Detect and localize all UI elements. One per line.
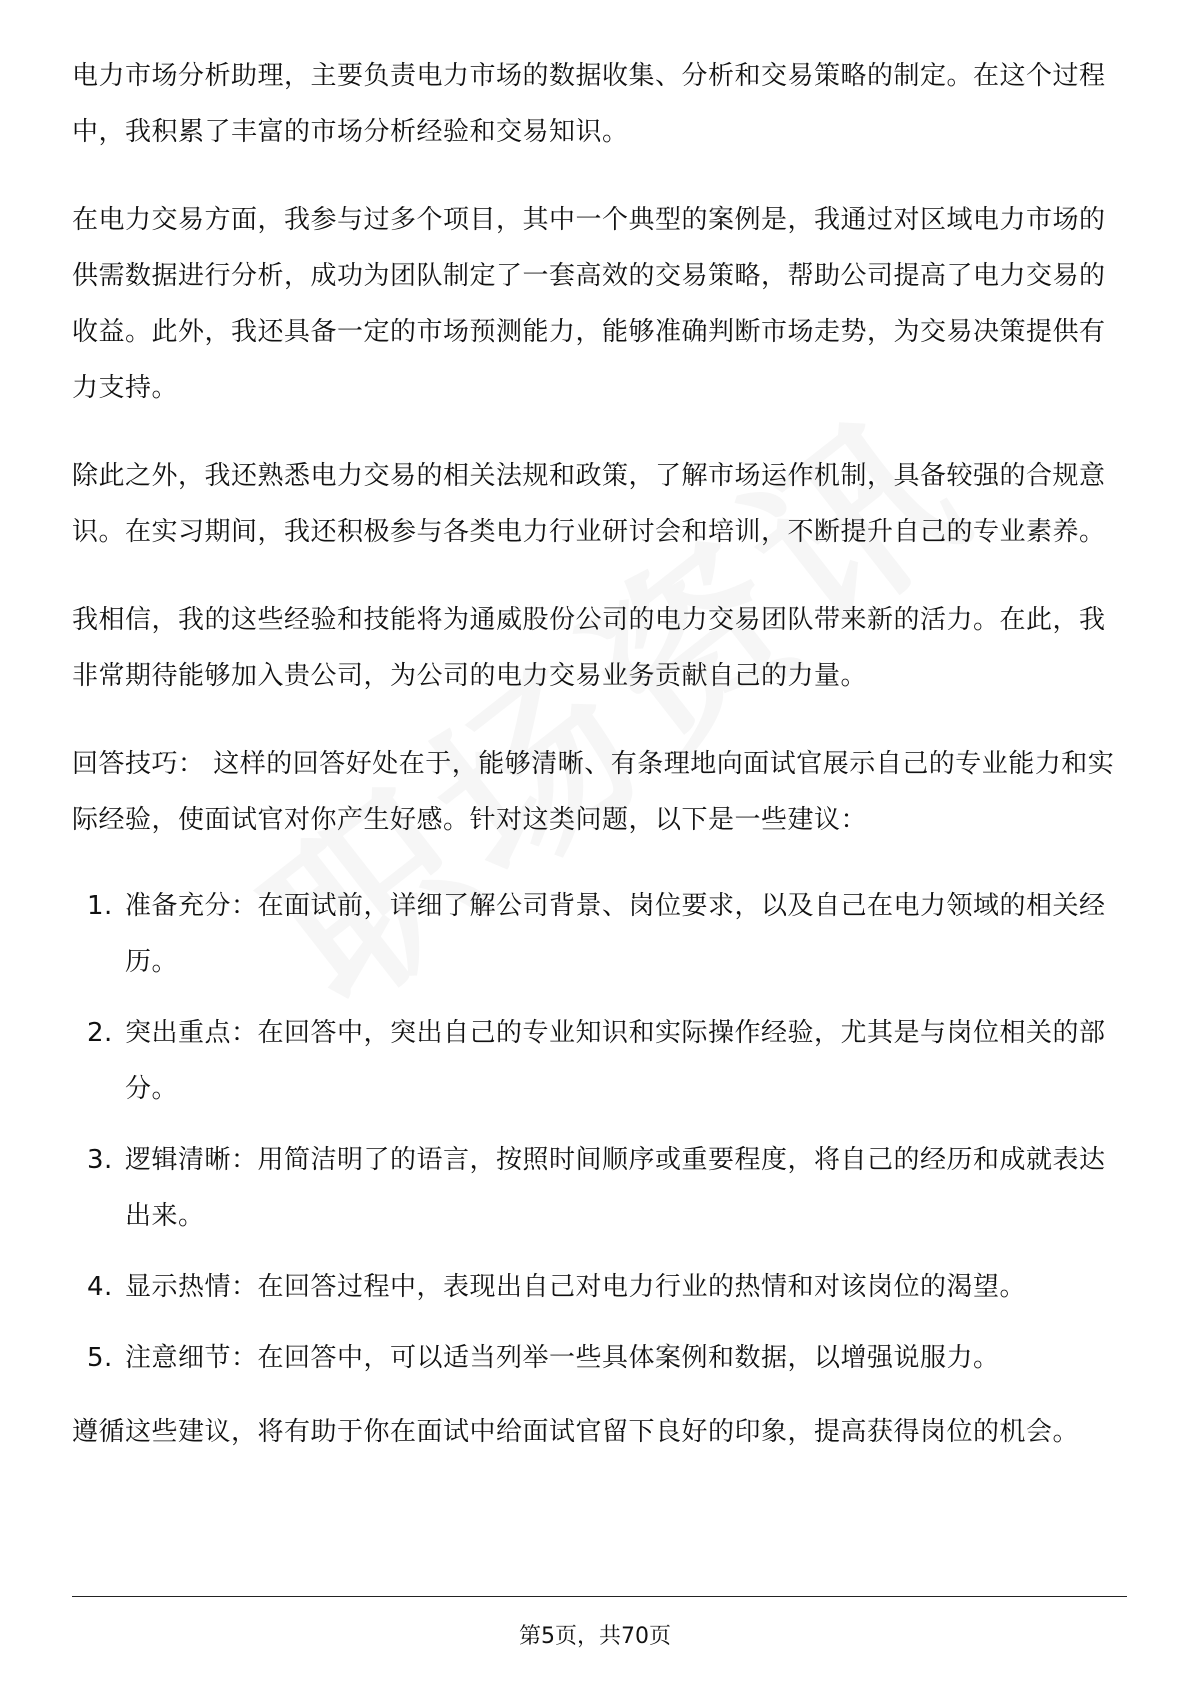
list-item-text: 逻辑清晰：用简洁明了的语言，按照时间顺序或重要程度，将自己的经历和成就表达出来。 — [125, 1145, 1106, 1231]
list-item-text: 准备充分：在面试前，详细了解公司背景、岗位要求，以及自己在电力领域的相关经历。 — [125, 891, 1106, 977]
answer-tips-intro: 回答技巧： 这样的回答好处在于，能够清晰、有条理地向面试官展示自己的专业能力和实际经验，使面试官对你产生好感。针对这类问题，以下是一些建议： — [72, 749, 1115, 835]
list-item — [72, 1132, 1120, 1244]
closing-paragraph: 遵循这些建议，将有助于你在面试中给面试官留下良好的印象，提高获得岗位的机会。 — [72, 1417, 1080, 1447]
tips-list — [72, 878, 1120, 1386]
list-item-text: 突出重点：在回答中，突出自己的专业知识和实际操作经验，尤其是与岗位相关的部分。 — [125, 1018, 1106, 1104]
list-item-text: 注意细节：在回答中，可以适当列举一些具体案例和数据，以增强说服力。 — [125, 1343, 1000, 1373]
list-item — [72, 1259, 1120, 1315]
document-body — [72, 48, 1120, 1460]
list-item-number: 1. — [87, 891, 113, 921]
list-item-text: 显示热情：在回答过程中，表现出自己对电力行业的热情和对该岗位的渴望。 — [125, 1272, 1027, 1302]
list-item-number: 4. — [87, 1272, 113, 1302]
paragraph-3: 除此之外，我还熟悉电力交易的相关法规和政策，了解市场运作机制，具备较强的合规意识。在实习期间，我还积极参与各类电力行业研讨会和培训，不断提升自己的专业素养。 — [72, 461, 1106, 547]
paragraph-1: 电力市场分析助理，主要负责电力市场的数据收集、分析和交易策略的制定。在这个过程中，我积累了丰富的市场分析经验和交易知识。 — [72, 61, 1106, 147]
list-item — [72, 878, 1120, 990]
list-item — [72, 1330, 1120, 1386]
list-item-number: 5. — [87, 1343, 113, 1373]
page-number: 第5页，共70页 — [519, 1624, 671, 1649]
list-item-number: 2. — [87, 1018, 113, 1048]
paragraph-4: 我相信，我的这些经验和技能将为通威股份公司的电力交易团队带来新的活力。在此，我非常期待能够加入贵公司，为公司的电力交易业务贡献自己的力量。 — [72, 605, 1106, 691]
list-item-number: 3. — [87, 1145, 113, 1175]
list-item — [72, 1005, 1120, 1117]
paragraph-2: 在电力交易方面，我参与过多个项目，其中一个典型的案例是，我通过对区域电力市场的供需数据进行分析，成功为团队制定了一套高效的交易策略，帮助公司提高了电力交易的收益。此外，我还具备一定的市场预测能力，能够准确判断市场走势，为交易决策提供有力支持。 — [72, 205, 1106, 403]
footer-divider — [72, 1596, 1127, 1597]
